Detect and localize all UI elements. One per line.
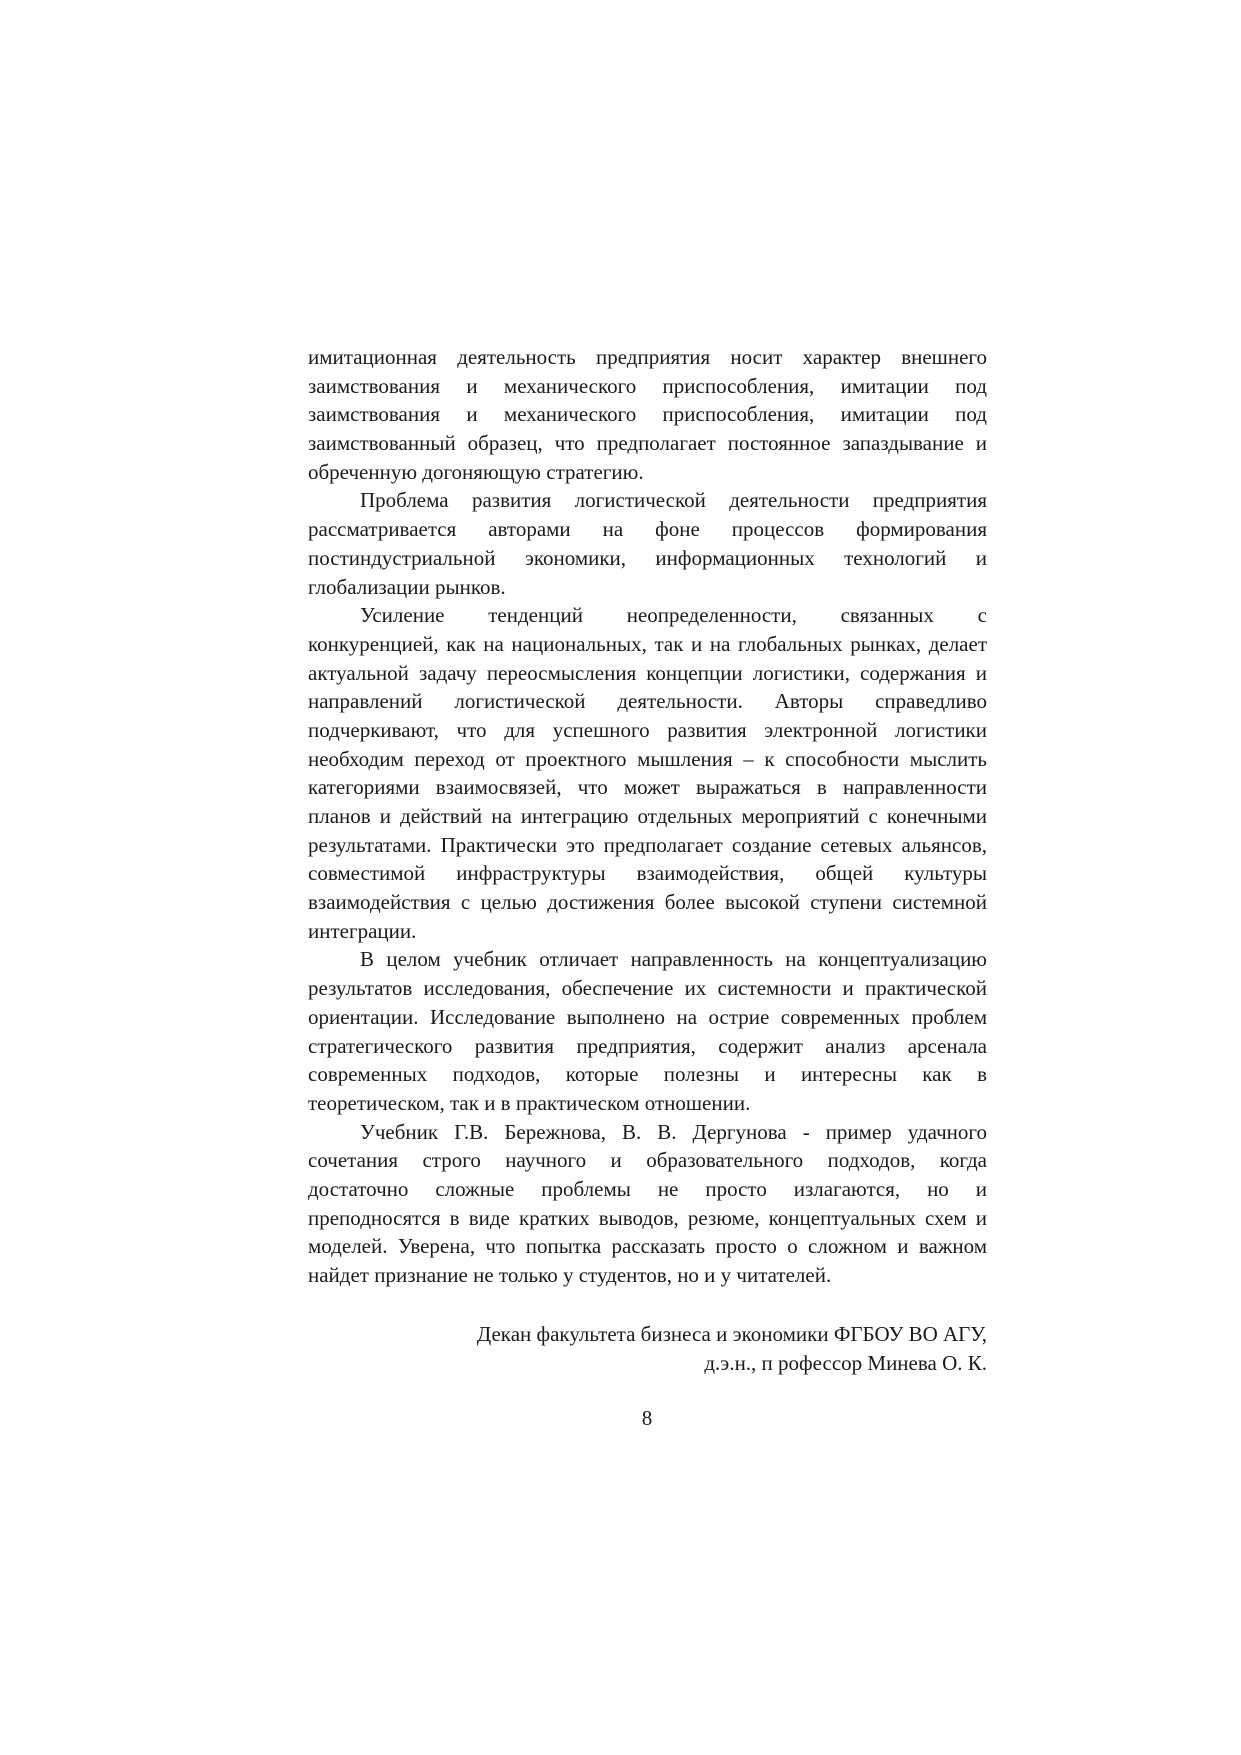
text-line: современных подходов, которые полезны и интересны как в bbox=[308, 1062, 987, 1087]
text-line: Усиление тенденций неопределенности, связанных с bbox=[360, 603, 987, 628]
text-line: результатов исследования, обеспечение их системности и практической bbox=[308, 976, 987, 1001]
signature-block bbox=[308, 1320, 987, 1378]
text-line: обреченную догоняющую стратегию. bbox=[308, 459, 644, 484]
text-line: постиндустриальной экономики, информационных технологий и bbox=[308, 545, 987, 570]
text-line: подчеркивают, что для успешного развития электронной логистики bbox=[308, 717, 987, 742]
text-line: заимствованный образец, что предполагает постоянное запаздывание и bbox=[308, 431, 987, 456]
text-line: найдет признание не только у студентов, но и у читателей. bbox=[308, 1263, 832, 1287]
text-line: актуальной задачу переосмысления концепции логистики, содержания и bbox=[308, 660, 987, 685]
text-line: Учебник Г.В. Бережнова, В. В. Дергунова - пример удачного bbox=[360, 1119, 987, 1144]
body-text bbox=[308, 343, 987, 1290]
text-line: категориями взаимосвязей, что может выражаться в направленности bbox=[308, 775, 987, 800]
text-line: интеграции. bbox=[308, 918, 417, 943]
text-line: теоретическом, так и в практическом отношении. bbox=[308, 1090, 751, 1115]
text-line: моделей. Уверена, что попытка рассказать просто о сложном и важном bbox=[308, 1234, 987, 1259]
text-line: стратегического развития предприятия, содержит анализ арсенала bbox=[308, 1033, 987, 1058]
paragraph bbox=[308, 1118, 987, 1290]
text-line: направлений логистической деятельности. Авторы справедливо bbox=[308, 689, 987, 714]
text-line: необходим переход от проектного мышления – к способности мыслить bbox=[308, 746, 987, 771]
text-line: взаимодействия с целью достижения более высокой ступени системной bbox=[308, 890, 987, 915]
paragraph bbox=[308, 343, 987, 486]
text-line: конкуренцией, как на национальных, так и на глобальных рынках, делает bbox=[308, 631, 987, 656]
signature-name: д.э.н., п рофессор Минева О. К. bbox=[704, 1351, 987, 1375]
text-line: ориентации. Исследование выполнено на острие современных проблем bbox=[308, 1004, 987, 1029]
text-line: планов и действий на интеграцию отдельных мероприятий с конечными bbox=[308, 804, 987, 828]
text-line: сочетания строго научного и образовательного подходов, когда bbox=[308, 1148, 987, 1173]
text-line: глобализации рынков. bbox=[308, 574, 506, 599]
text-line: рассматривается авторами на фоне процессов формирования bbox=[308, 517, 987, 542]
text-line: результатами. Практически это предполагает создание сетевых альянсов, bbox=[308, 832, 987, 857]
paragraph bbox=[308, 945, 987, 1117]
paragraph bbox=[308, 486, 987, 601]
text-line: заимствования и механического приспособления, имитации под bbox=[308, 373, 987, 398]
signature-position: Декан факультета бизнеса и экономики ФГБОУ ВО АГУ, bbox=[476, 1322, 987, 1346]
text-line: имитационная деятельность предприятия носит характер внешнего bbox=[308, 345, 987, 369]
text-line: Проблема развития логистической деятельности предприятия bbox=[360, 488, 987, 513]
text-line: преподносятся в виде кратких выводов, резюме, концептуальных схем и bbox=[308, 1205, 987, 1230]
text-line: заимствования и механического приспособления, имитации под bbox=[308, 402, 987, 427]
paragraph bbox=[308, 601, 987, 945]
text-line: В целом учебник отличает направленность на концептуализацию bbox=[360, 947, 987, 972]
page-number: 8 bbox=[641, 1406, 653, 1430]
text-line: достаточно сложные проблемы не просто излагаются, но и bbox=[308, 1176, 987, 1201]
text-line: совместимой инфраструктуры взаимодействия, общей культуры bbox=[308, 861, 987, 886]
